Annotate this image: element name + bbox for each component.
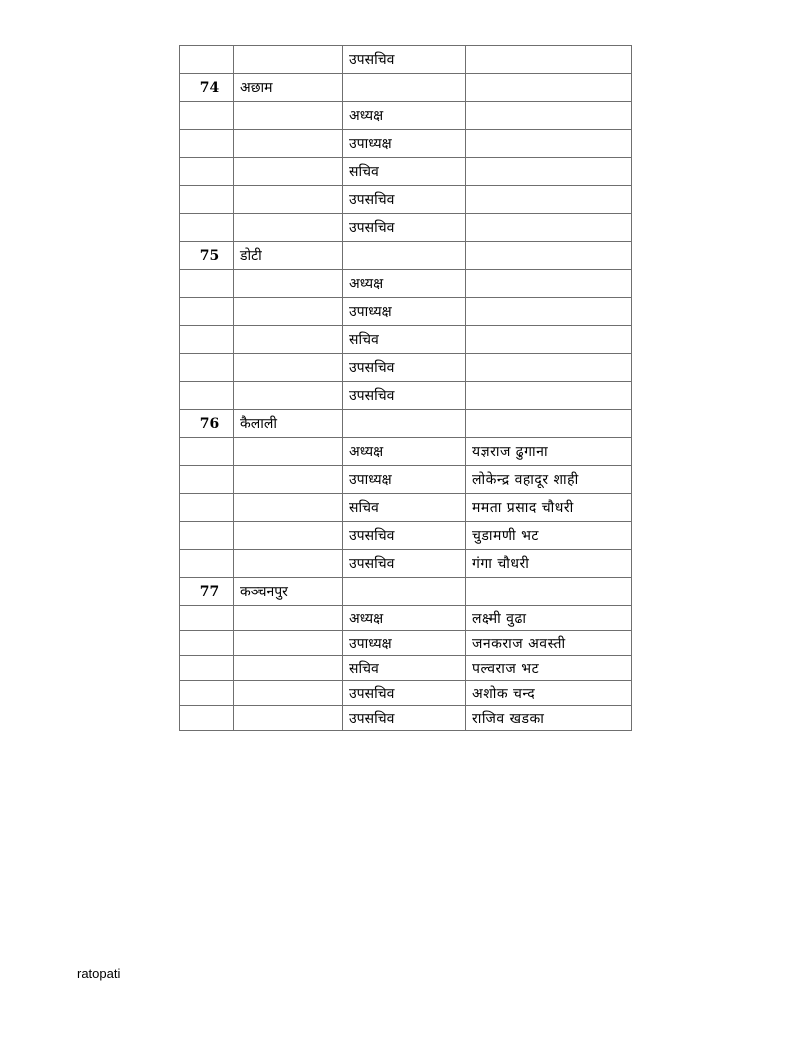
post-cell: उपसचिव — [343, 186, 466, 214]
post-cell: सचिव — [343, 326, 466, 354]
post-cell: सचिव — [343, 494, 466, 522]
table-row — [180, 46, 632, 74]
post-cell: उपसचिव — [343, 46, 466, 74]
serial-number-cell — [180, 298, 234, 326]
post-cell: अध्यक्ष — [343, 270, 466, 298]
table-row — [180, 354, 632, 382]
post-cell: उपसचिव — [343, 681, 466, 706]
table-row — [180, 74, 632, 102]
post-cell: अध्यक्ष — [343, 606, 466, 631]
serial-number-cell — [180, 550, 234, 578]
table-row — [180, 606, 632, 631]
district-cell — [234, 46, 343, 74]
table-row — [180, 438, 632, 466]
serial-number-cell — [180, 438, 234, 466]
district-cell — [234, 102, 343, 130]
serial-number-cell — [180, 656, 234, 681]
member-name-cell: जनकराज अवस्ती — [466, 631, 632, 656]
post-cell: उपसचिव — [343, 354, 466, 382]
table-row — [180, 522, 632, 550]
post-cell — [343, 410, 466, 438]
member-name-cell — [466, 46, 632, 74]
post-cell: अध्यक्ष — [343, 102, 466, 130]
member-name-cell: पल्वराज भट — [466, 656, 632, 681]
member-name-cell: यज्ञराज ढुगाना — [466, 438, 632, 466]
serial-number-cell: 76 — [180, 410, 234, 438]
member-name-cell — [466, 354, 632, 382]
district-cell — [234, 354, 343, 382]
post-cell: उपाध्यक्ष — [343, 298, 466, 326]
table-row — [180, 681, 632, 706]
footer-source-text: ratopati — [77, 966, 121, 981]
district-cell — [234, 606, 343, 631]
district-cell — [234, 466, 343, 494]
district-cell — [234, 681, 343, 706]
serial-number-cell — [180, 631, 234, 656]
post-cell: उपसचिव — [343, 382, 466, 410]
post-cell: उपसचिव — [343, 706, 466, 731]
post-cell: उपाध्यक्ष — [343, 466, 466, 494]
post-cell — [343, 242, 466, 270]
member-name-cell — [466, 74, 632, 102]
member-name-cell: लोकेन्द्र वहादूर शाही — [466, 466, 632, 494]
table-row — [180, 298, 632, 326]
serial-number-cell — [180, 522, 234, 550]
district-cell — [234, 326, 343, 354]
serial-number-cell — [180, 214, 234, 242]
serial-number-cell — [180, 158, 234, 186]
post-cell: सचिव — [343, 158, 466, 186]
table-row — [180, 578, 632, 606]
serial-number-cell — [180, 186, 234, 214]
serial-number-cell — [180, 681, 234, 706]
table-row — [180, 656, 632, 681]
serial-number-cell — [180, 326, 234, 354]
district-cell: डोटी — [234, 242, 343, 270]
serial-number-cell — [180, 46, 234, 74]
post-cell: उपसचिव — [343, 214, 466, 242]
district-cell — [234, 298, 343, 326]
table-row — [180, 130, 632, 158]
member-name-cell: अशोक चन्द — [466, 681, 632, 706]
table-row — [180, 382, 632, 410]
table-row — [180, 158, 632, 186]
district-cell — [234, 270, 343, 298]
table-row — [180, 102, 632, 130]
district-cell — [234, 214, 343, 242]
district-cell — [234, 656, 343, 681]
district-cell — [234, 130, 343, 158]
member-name-cell — [466, 102, 632, 130]
district-cell — [234, 494, 343, 522]
member-name-cell — [466, 298, 632, 326]
district-cell: अछाम — [234, 74, 343, 102]
member-name-cell — [466, 326, 632, 354]
committee-table — [179, 45, 632, 731]
table-row — [180, 186, 632, 214]
district-cell — [234, 382, 343, 410]
member-name-cell — [466, 130, 632, 158]
district-cell — [234, 522, 343, 550]
table-row — [180, 270, 632, 298]
member-name-cell: लक्ष्मी वुढा — [466, 606, 632, 631]
table-row — [180, 410, 632, 438]
district-cell — [234, 186, 343, 214]
post-cell: उपाध्यक्ष — [343, 130, 466, 158]
post-cell — [343, 74, 466, 102]
member-name-cell — [466, 578, 632, 606]
table-row — [180, 326, 632, 354]
serial-number-cell — [180, 494, 234, 522]
post-cell: सचिव — [343, 656, 466, 681]
post-cell — [343, 578, 466, 606]
serial-number-cell — [180, 606, 234, 631]
district-cell — [234, 158, 343, 186]
serial-number-cell — [180, 466, 234, 494]
member-name-cell — [466, 410, 632, 438]
serial-number-cell — [180, 706, 234, 731]
district-cell — [234, 706, 343, 731]
table-row — [180, 214, 632, 242]
serial-number-cell: 75 — [180, 242, 234, 270]
serial-number-cell — [180, 130, 234, 158]
member-name-cell — [466, 214, 632, 242]
member-name-cell — [466, 382, 632, 410]
district-cell — [234, 631, 343, 656]
district-cell: कञ्चनपुर — [234, 578, 343, 606]
member-name-cell — [466, 242, 632, 270]
serial-number-cell — [180, 382, 234, 410]
member-name-cell: गंगा चौधरी — [466, 550, 632, 578]
serial-number-cell: 77 — [180, 578, 234, 606]
table-row — [180, 550, 632, 578]
member-name-cell — [466, 270, 632, 298]
table-row — [180, 706, 632, 731]
member-name-cell — [466, 158, 632, 186]
member-name-cell: चुडामणी भट — [466, 522, 632, 550]
table-row — [180, 242, 632, 270]
table-row — [180, 631, 632, 656]
district-cell — [234, 550, 343, 578]
serial-number-cell — [180, 354, 234, 382]
table-row — [180, 466, 632, 494]
table-row — [180, 494, 632, 522]
post-cell: अध्यक्ष — [343, 438, 466, 466]
serial-number-cell: 74 — [180, 74, 234, 102]
post-cell: उपाध्यक्ष — [343, 631, 466, 656]
serial-number-cell — [180, 102, 234, 130]
district-cell: कैलाली — [234, 410, 343, 438]
district-cell — [234, 438, 343, 466]
member-name-cell: राजिव खडका — [466, 706, 632, 731]
post-cell: उपसचिव — [343, 522, 466, 550]
serial-number-cell — [180, 270, 234, 298]
member-name-cell: ममता प्रसाद चौधरी — [466, 494, 632, 522]
member-name-cell — [466, 186, 632, 214]
post-cell: उपसचिव — [343, 550, 466, 578]
